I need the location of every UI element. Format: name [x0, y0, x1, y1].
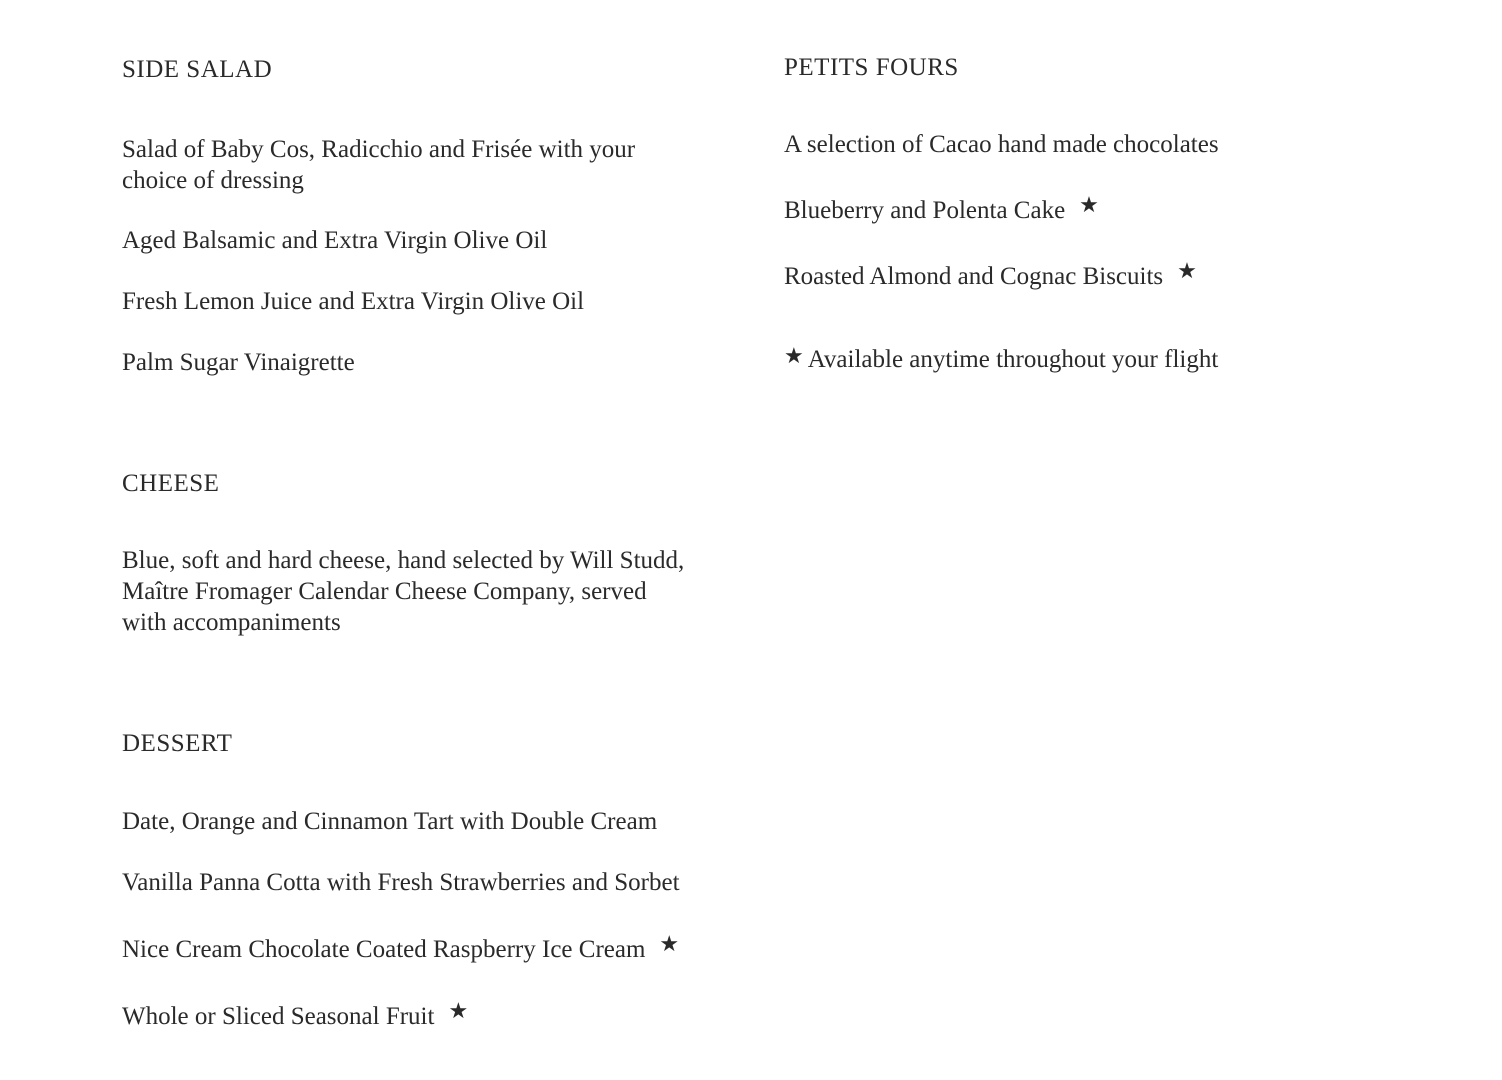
- availability-footnote: [784, 340, 1424, 375]
- dessert-heading: DESSERT: [122, 730, 233, 757]
- cheese-description-line: Maître Fromager Calendar Cheese Company, served: [122, 578, 647, 605]
- petits-fours-item: [784, 189, 1424, 226]
- dessert-item-text: Date, Orange and Cinnamon Tart with Double Cream: [122, 808, 658, 835]
- dessert-item-text: Vanilla Panna Cotta with Fresh Strawberries and Sorbet: [122, 869, 680, 896]
- petits-fours-item: [784, 255, 1424, 292]
- petits-fours-heading: PETITS FOURS: [784, 54, 959, 81]
- side-salad-heading: SIDE SALAD: [122, 56, 273, 83]
- dessert-item-text: Whole or Sliced Seasonal Fruit: [122, 1003, 435, 1030]
- dessert-item-text: Nice Cream Chocolate Coated Raspberry Ice Cream: [122, 936, 646, 963]
- dessert-item: [122, 995, 762, 1032]
- cheese-description-line: Blue, soft and hard cheese, hand selected by Will Studd,: [122, 547, 685, 574]
- star-icon: ★: [784, 343, 804, 368]
- dessert-item: [122, 806, 762, 837]
- side-salad-item: Palm Sugar Vinaigrette: [122, 349, 355, 376]
- petits-fours-item-text: Blueberry and Polenta Cake: [784, 197, 1066, 224]
- side-salad-item: Salad of Baby Cos, Radicchio and Frisée with your: [122, 136, 636, 163]
- side-salad-item: Aged Balsamic and Extra Virgin Olive Oil: [122, 227, 548, 254]
- left-column: [122, 54, 762, 1032]
- petits-fours-item-text: Roasted Almond and Cognac Biscuits: [784, 263, 1164, 290]
- side-salad-item: choice of dressing: [122, 167, 304, 194]
- petits-fours-item: [784, 129, 1424, 160]
- star-icon: ★: [1177, 258, 1197, 283]
- petits-fours-item-text: A selection of Cacao hand made chocolates: [784, 131, 1219, 158]
- star-icon: ★: [659, 931, 680, 956]
- cheese-description-line: with accompaniments: [122, 609, 341, 636]
- dessert-item: [122, 928, 762, 965]
- right-column: [784, 52, 1424, 375]
- side-salad-item: Fresh Lemon Juice and Extra Virgin Olive Oil: [122, 288, 585, 315]
- dessert-item: [122, 867, 762, 898]
- star-icon: ★: [1079, 192, 1099, 217]
- footnote-text: Available anytime throughout your flight: [807, 346, 1219, 373]
- cheese-heading: CHEESE: [122, 470, 220, 497]
- star-icon: ★: [448, 998, 469, 1023]
